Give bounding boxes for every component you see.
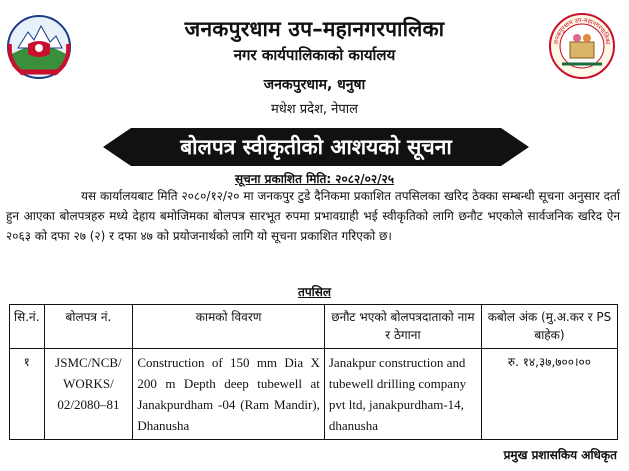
bid-details-table: [9, 304, 618, 440]
cell-amount: रु. १४,३७,७००।००: [481, 349, 617, 440]
cell-sn: १: [10, 349, 45, 440]
col-header-description: कामको विवरण: [133, 305, 325, 349]
notice-title: बोलपत्र स्वीकृतीको आशयको सूचना: [180, 135, 452, 159]
signatory-title: प्रमुख प्रशासकिय अधिकृत: [503, 448, 617, 462]
office-location: जनकपुरधाम, धनुषा: [263, 77, 366, 93]
janakpurdham-municipality-seal-icon: [548, 12, 616, 80]
cell-description: Construction of 150 mm Dia X 200 m Depth deep tubewell at Janakpurdham -04 (Ram Mandir), Dhanusha: [133, 349, 325, 440]
col-header-amount: कबोल अंक (मु.अ.कर र PS बाहेक): [481, 305, 617, 349]
details-caption: तपसिल: [297, 285, 331, 299]
col-header-bidder: छनौट भएको बोलपत्रदाताको नाम र ठेगाना: [324, 305, 481, 349]
cell-bid-no: JSMC/NCB/ WORKS/ 02/2080–81: [44, 349, 133, 440]
col-header-bid-no: बोलपत्र नं.: [44, 305, 133, 349]
table-row: [10, 349, 618, 440]
published-date: सूचना प्रकाशित मिति: २०८२/०२/२५: [234, 172, 394, 186]
office-province: मधेश प्रदेश, नेपाल: [271, 102, 358, 117]
cell-bidder: Janakpur construction and tubewell drilling company pvt ltd, janakpurdham-14, dhanusha: [324, 349, 481, 440]
office-name-heading: जनकपुरधाम उप–महानगरपालिका: [184, 17, 445, 41]
office-subtitle: नगर कार्यपालिकाको कार्यालय: [233, 46, 396, 64]
notice-paragraph: यस कार्यालयबाट मिति २०८०/१२/२० मा जनकपुर टुडे दैनिकमा प्रकाशित तपसिलका खरिद ठेक्का सम्बन्धी सूचना अनुसार दर्ता हुन आएका बोलपत्रहरु मध्ये देहाय बमोजिमका बोलपत्र सारभूत रुपमा प्रभावग्राही भई स्वीकृतिको लागि छनौट भएकोले सार्वजनिक खरिद ऐन २०६३ को दफा २७ (२) र दफा ४७ को प्रयोजनार्थको लागि यो सूचना प्रकाशित गरिएको छ।: [6, 189, 620, 243]
col-header-sn: सि.नं.: [10, 305, 45, 349]
table-header-row: [10, 305, 618, 349]
seal-text: जनकपुरधाम उप-महानगरपालिका: [552, 16, 612, 46]
